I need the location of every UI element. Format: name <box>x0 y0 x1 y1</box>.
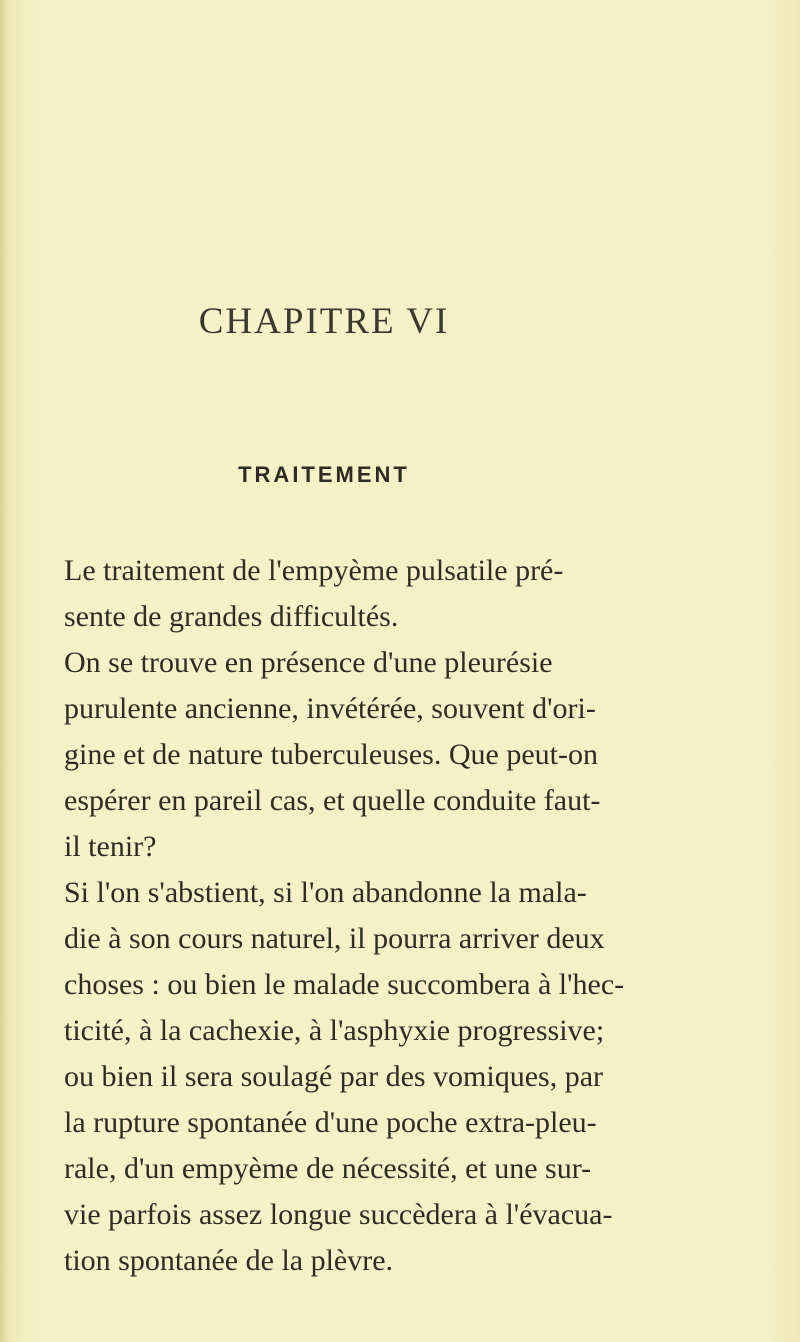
text-line: la rupture spontanée d'une poche extra-pleu- <box>64 1106 597 1139</box>
text-line: gine et de nature tuberculeuses. Que peut-on <box>64 738 598 771</box>
paragraph-3 <box>64 870 726 1284</box>
text-line: vie parfois assez longue succèdera à l'évacua- <box>64 1198 613 1231</box>
text-line: choses : ou bien le malade succombera à l'hec- <box>64 968 625 1001</box>
text-line: espérer en pareil cas, et quelle conduite faut- <box>64 784 601 817</box>
chapter-title: CHAPITRE VI <box>198 301 450 342</box>
text-line: Si l'on s'abstient, si l'on abandonne la mala- <box>64 876 587 909</box>
page-gutter <box>0 0 10 1342</box>
paragraph-2 <box>64 640 726 870</box>
paragraph-1 <box>64 548 726 640</box>
text-line: ticité, à la cachexie, à l'asphyxie progressive; <box>64 1014 605 1047</box>
text-line: On se trouve en présence d'une pleurésie <box>64 646 553 679</box>
text-line: Le traitement de l'empyème pulsatile pré- <box>64 554 564 587</box>
body-text <box>64 548 726 1284</box>
text-line: sente de grandes difficultés. <box>64 600 399 633</box>
section-title: TRAITEMENT <box>238 462 410 487</box>
text-line: il tenir? <box>64 830 157 863</box>
text-line: tion spontanée de la plèvre. <box>64 1244 394 1277</box>
text-line: ou bien il sera soulagé par des vomiques, par <box>64 1060 604 1093</box>
text-line: purulente ancienne, invétérée, souvent d'ori- <box>64 692 596 725</box>
text-line: die à son cours naturel, il pourra arriver deux <box>64 922 605 955</box>
text-line: rale, d'un empyème de nécessité, et une sur- <box>64 1152 592 1185</box>
